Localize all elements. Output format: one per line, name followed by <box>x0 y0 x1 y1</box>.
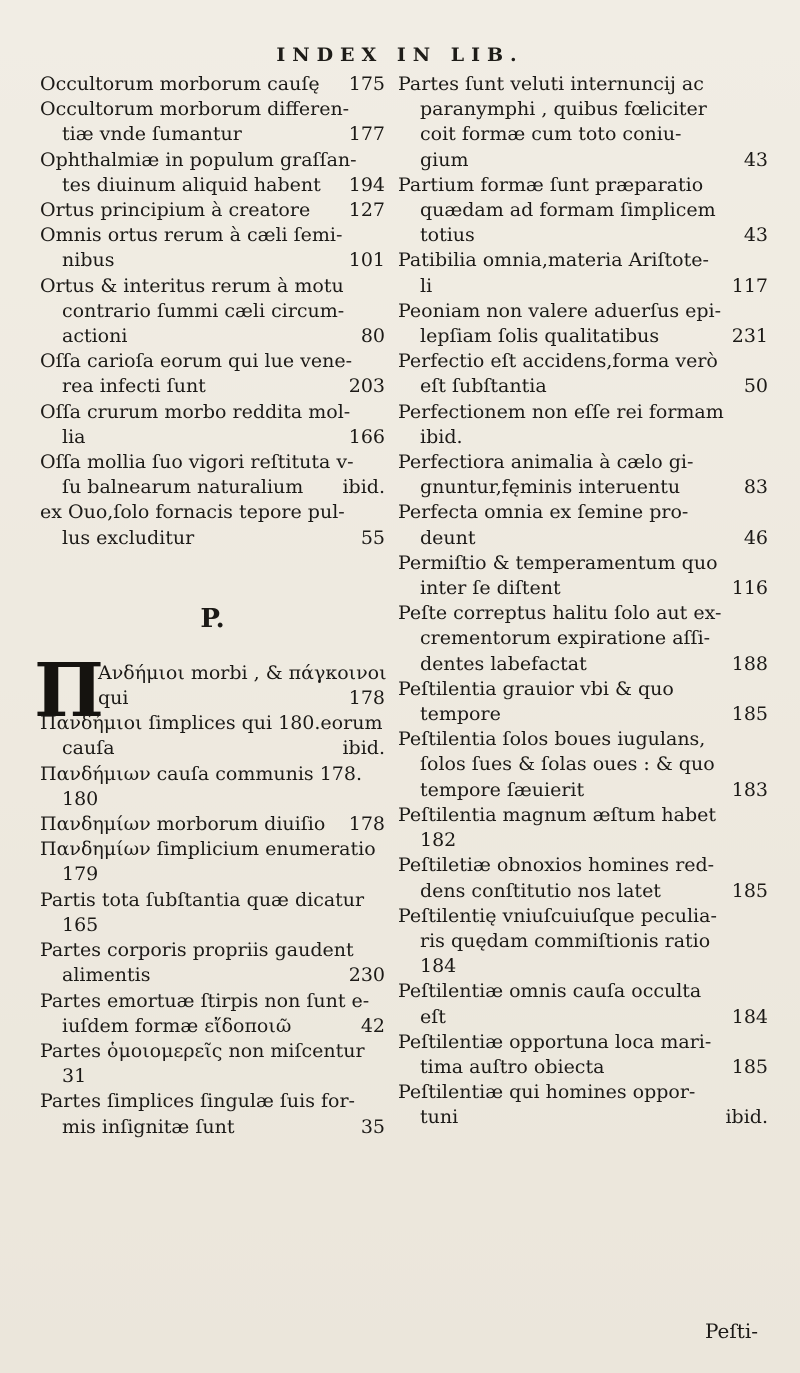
entry-line: tempore ſæuierit 183 <box>398 778 768 803</box>
index-entry <box>40 711 385 761</box>
entry-line: Partes ſunt veluti internuncij ac <box>398 73 704 95</box>
index-entry <box>40 223 385 273</box>
entry-line: Ortus principium à creatore 127 <box>40 198 385 223</box>
entry-line: Peſtilentiæ opportuna loca mari- <box>398 1030 712 1053</box>
entry-line: dens conſtitutio nos latet 185 <box>398 879 768 904</box>
page-reference: 101 <box>348 249 385 272</box>
index-entry <box>398 248 768 298</box>
entry-line: ibid. <box>420 425 463 448</box>
entry-line: Occultorum morborum cauſę 175 <box>40 72 385 97</box>
entry-line: gium 43 <box>398 148 768 173</box>
index-entry <box>398 299 768 349</box>
entry-line: gnuntur,fęminis interuentu 83 <box>398 475 768 500</box>
entry-line: tima auſtro obiecta 185 <box>398 1055 768 1080</box>
page-reference: 43 <box>743 224 768 247</box>
entry-line: 182 <box>420 829 457 852</box>
index-entry <box>398 727 768 803</box>
entry-line: Peſtiletiæ obnoxios homines red- <box>398 854 715 877</box>
left-column <box>34 72 387 1140</box>
entry-line: Partis tota ſubſtantia quæ dicatur <box>40 888 365 911</box>
index-entry <box>398 677 768 727</box>
page-reference: 203 <box>348 375 385 398</box>
entry-line: Partes ὁμοιομερεῖς non miſcentur <box>40 1039 365 1062</box>
page-reference: 178 <box>348 687 385 710</box>
index-entry <box>398 400 768 450</box>
entry-line: alimentis 230 <box>40 963 385 988</box>
entry-line: inter ſe diſtent 116 <box>398 576 768 601</box>
index-entry <box>40 989 385 1039</box>
page-reference: 80 <box>360 325 385 348</box>
entry-line: Πανδημίων ſimplicium enumeratio <box>40 838 376 861</box>
entry-line: Ophthalmiæ in populum graſſan- <box>40 148 357 171</box>
catchword: Peſti- <box>705 1319 758 1343</box>
entry-line: Peſtilentia grauior vbi & quo <box>398 677 674 700</box>
entry-line: Ανδήμιοι morbi , & πάγκοινοι <box>98 661 387 684</box>
page-reference: 117 <box>731 274 768 297</box>
page-reference: 194 <box>348 173 385 196</box>
index-entry <box>40 938 385 988</box>
entry-line: Πανδημίων morborum diuiſio 178 <box>40 812 385 837</box>
entry-line: Peſtilentia magnum æſtum habet <box>398 803 717 826</box>
index-entry <box>398 500 768 550</box>
entry-line: ſolos ſues & ſolas oues : & quo <box>420 753 715 776</box>
entry-line: contrario ſummi cæli circum- <box>62 299 345 322</box>
index-entry <box>40 400 385 450</box>
entry-line: totius 43 <box>398 223 768 248</box>
entry-line: iuſdem formæ εἴδοποιῶ 42 <box>40 1014 385 1039</box>
page-reference: 127 <box>348 199 385 222</box>
entry-line: rea infecti ſunt 203 <box>40 374 385 399</box>
entry-line: Perfectionem non eſſe rei formam <box>398 400 724 423</box>
page-reference: 35 <box>360 1115 385 1138</box>
entry-line: crementorum expiratione aſſi- <box>420 627 711 650</box>
page-reference: 230 <box>348 964 385 987</box>
entry-line: Πανδήμιων cauſa communis 178. <box>40 762 363 785</box>
entry-line: eſt ſubſtantia 50 <box>398 374 768 399</box>
page-reference: 231 <box>731 325 768 348</box>
entry-line: Omnis ortus rerum à cæli ſemi- <box>40 224 343 247</box>
page-reference: 43 <box>743 148 768 171</box>
page-reference: 185 <box>731 1055 768 1078</box>
entry-line: cauſa ibid. <box>40 736 385 761</box>
index-entry <box>40 762 385 812</box>
index-entry <box>40 72 385 97</box>
entry-line: paranymphi , quibus fœliciter <box>420 98 707 121</box>
entry-line: Perfectiora animalia à cælo gi- <box>398 451 694 474</box>
entry-line: lus excluditur 55 <box>40 526 385 551</box>
page-reference: 178 <box>348 813 385 836</box>
entry-line: mis inſignitæ ſunt 35 <box>40 1115 385 1140</box>
entry-line: Patibilia omnia,materia Ariſtote- <box>398 249 709 272</box>
page-reference: 166 <box>348 425 385 448</box>
entry-line: tiæ vnde ſumantur 177 <box>40 122 385 147</box>
entry-line: 184 <box>420 955 457 978</box>
index-entry <box>398 601 768 677</box>
entry-line: Peoniam non valere aduerſus epi- <box>398 299 722 322</box>
index-entry <box>40 1089 385 1139</box>
entry-line: Permiſtio & temperamentum quo <box>398 551 718 574</box>
index-entries-p <box>34 647 387 1140</box>
entry-line: tuni ibid. <box>398 1105 768 1130</box>
entry-line: Partium formæ ſunt præparatio <box>398 173 704 196</box>
entry-line: 31 <box>62 1065 87 1088</box>
index-entry <box>40 837 385 887</box>
entry-line: qui 178 <box>40 686 385 711</box>
index-entry <box>398 853 768 903</box>
page-reference: 50 <box>743 375 768 398</box>
index-entry <box>398 450 768 500</box>
index-entry <box>40 661 385 711</box>
page-reference: 185 <box>731 879 768 902</box>
page-reference: 184 <box>731 1005 768 1028</box>
entry-line: Occultorum morborum differen- <box>40 98 350 121</box>
index-entry <box>40 198 385 223</box>
entry-line: Perfectio eſt accidens,forma verò <box>398 350 718 373</box>
page-reference: 46 <box>743 526 768 549</box>
page-reference: ibid. <box>342 476 385 499</box>
entry-line: eſt 184 <box>398 1005 768 1030</box>
entry-line: deunt 46 <box>398 526 768 551</box>
entry-line: dentes labefactat 188 <box>398 652 768 677</box>
page-reference: 83 <box>743 476 768 499</box>
entry-line: Oſſa mollia ſuo vigori reſtituta v- <box>40 451 354 474</box>
right-column <box>398 72 768 1131</box>
page-reference: 55 <box>360 526 385 549</box>
entry-line: Peſtilentię vniuſcuiuſque peculia- <box>398 904 717 927</box>
entry-line: Peſte correptus halitu ſolo aut ex- <box>398 602 722 625</box>
page-reference: 177 <box>348 123 385 146</box>
drop-capital: Π <box>34 647 104 734</box>
entry-line: li 117 <box>398 274 768 299</box>
index-entry <box>40 450 385 500</box>
entry-line: Peſtilentiæ qui homines oppor- <box>398 1081 696 1104</box>
entry-line: Oſſa crurum morbo reddita mol- <box>40 400 351 423</box>
entry-line: quædam ad formam ſimplicem <box>420 199 716 222</box>
entry-line: Ortus & interitus rerum à motu <box>40 274 344 297</box>
page-reference: 116 <box>731 577 768 600</box>
index-entry <box>40 500 385 550</box>
entry-line: ex Ouo,ſolo fornacis tepore pul- <box>40 501 345 524</box>
entry-line: 165 <box>62 913 99 936</box>
index-entry <box>40 148 385 198</box>
page-reference: 188 <box>731 652 768 675</box>
entry-line: nibus 101 <box>40 248 385 273</box>
entry-line: 179 <box>62 863 99 886</box>
entry-line: Oſſa carioſa eorum qui lue vene- <box>40 350 353 373</box>
index-entry <box>40 274 385 350</box>
entry-line: Partes corporis propriis gaudent <box>40 939 354 962</box>
entry-line: Peſtilentiæ omnis cauſa occulta <box>398 980 702 1003</box>
index-entry <box>40 97 385 147</box>
index-entry <box>398 904 768 980</box>
index-entry <box>40 1039 385 1089</box>
index-entry <box>398 1030 768 1080</box>
index-entries-p-continued <box>398 72 768 1131</box>
entry-line: ris quędam commiſtionis ratio <box>420 929 711 952</box>
index-entry <box>40 349 385 399</box>
entry-line: Πανδήμιοι ſimplices qui 180.eorum <box>40 712 383 735</box>
page-reference: 42 <box>360 1014 385 1037</box>
section-letter: P. <box>200 603 225 634</box>
page-reference: ibid. <box>342 737 385 760</box>
index-entry <box>398 1080 768 1130</box>
index-entry <box>398 803 768 853</box>
page-reference: 183 <box>731 778 768 801</box>
running-header: INDEX IN LIB. <box>276 44 524 66</box>
entry-line: Partes ſimplices ſingulæ ſuis for- <box>40 1090 355 1113</box>
entry-line: Perfecta omnia ex ſemine pro- <box>398 501 689 524</box>
entry-line: 180 <box>62 787 99 810</box>
page-reference: ibid. <box>725 1106 768 1129</box>
entry-line: lia 166 <box>40 425 385 450</box>
entry-line: actioni 80 <box>40 324 385 349</box>
index-entry <box>398 173 768 249</box>
entry-line: coit formæ cum toto coniu- <box>420 123 682 146</box>
index-entries-o <box>40 72 385 551</box>
index-entry <box>398 349 768 399</box>
index-entry <box>398 72 768 173</box>
index-entry <box>398 979 768 1029</box>
entry-line: tempore 185 <box>398 702 768 727</box>
entry-line: lepſiam ſolis qualitatibus 231 <box>398 324 768 349</box>
index-entry <box>40 888 385 938</box>
index-entry <box>398 551 768 601</box>
index-entry <box>40 812 385 837</box>
page-reference: 175 <box>348 73 385 95</box>
page-reference: 185 <box>731 703 768 726</box>
entry-line: ſu balnearum naturalium ibid. <box>40 475 385 500</box>
entry-line: Peſtilentia ſolos boues iugulans, <box>398 728 706 751</box>
entry-line: Partes emortuæ ſtirpis non ſunt e- <box>40 989 370 1012</box>
entry-line: tes diuinum aliquid habent 194 <box>40 173 385 198</box>
